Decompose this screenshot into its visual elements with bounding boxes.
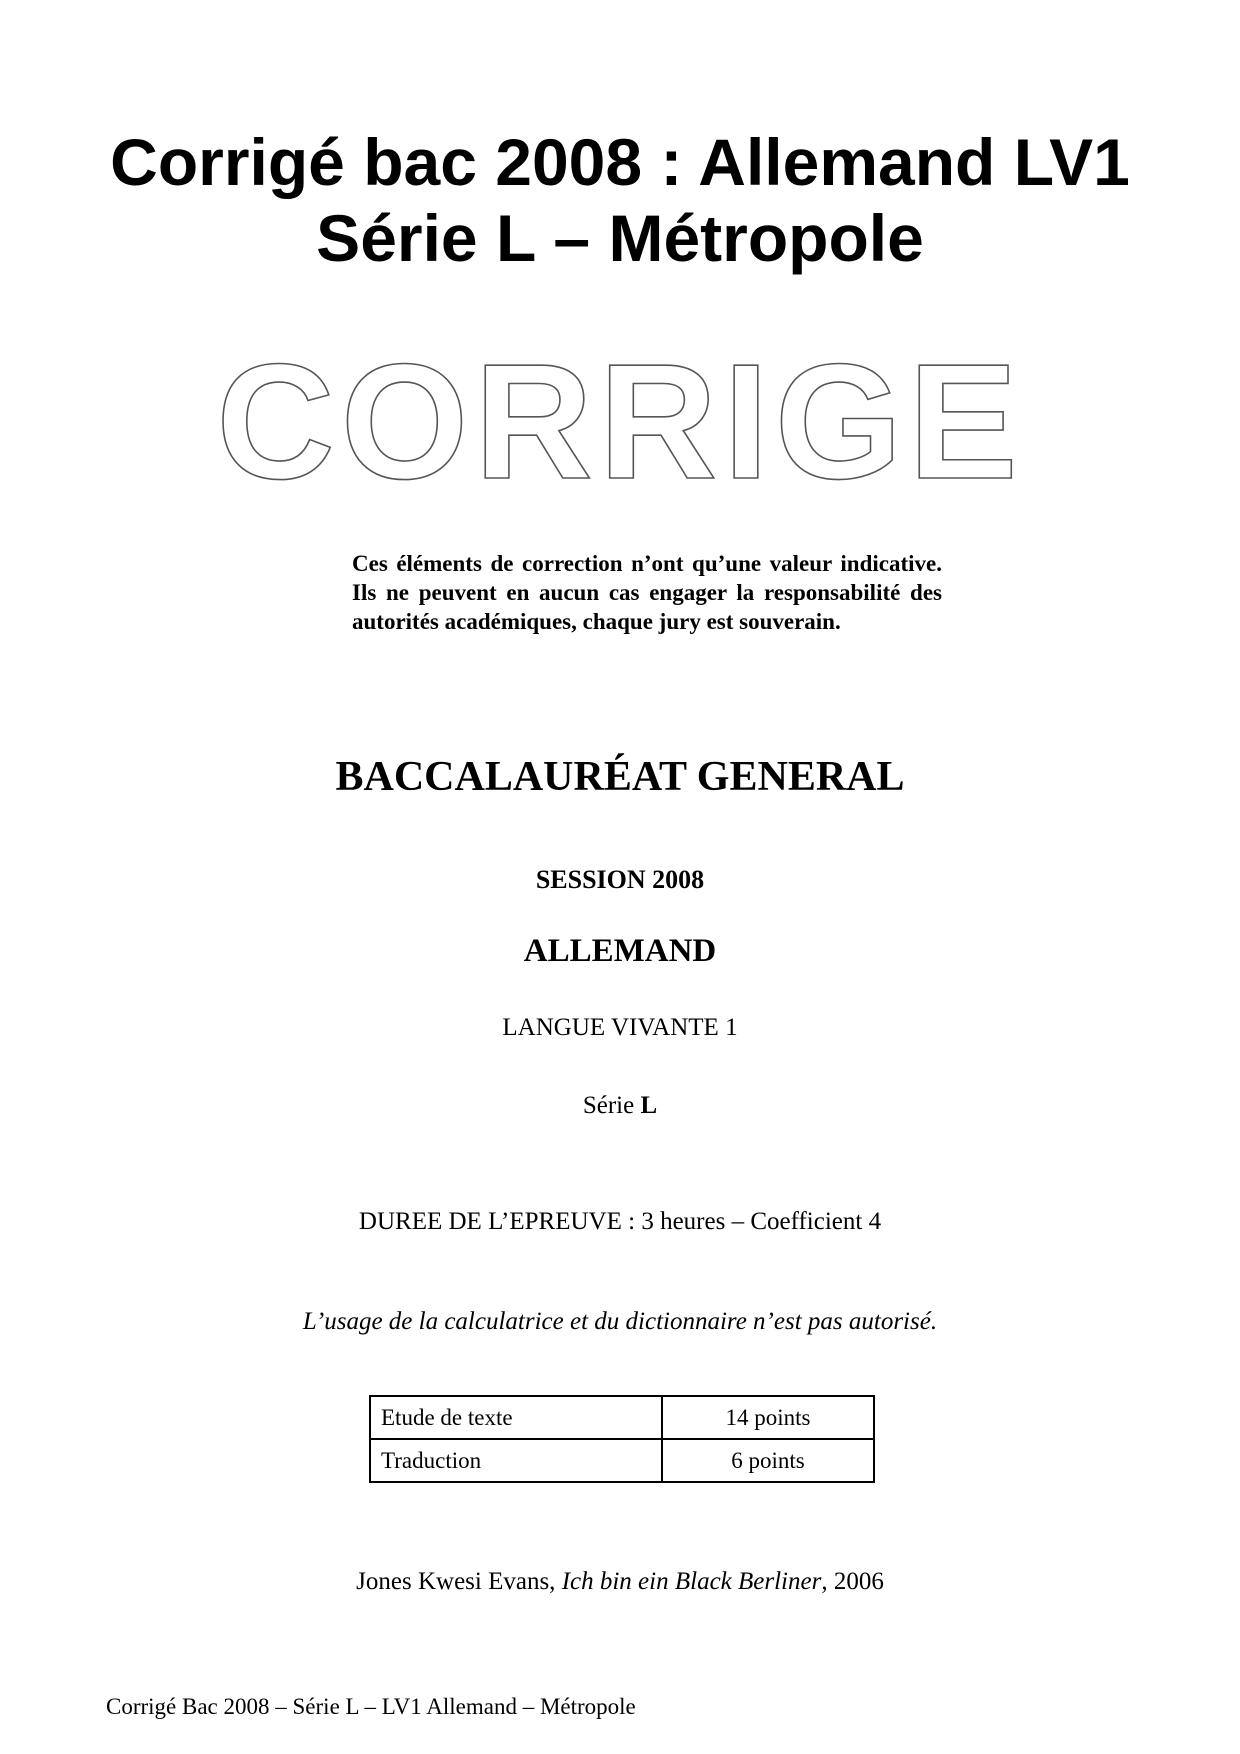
source-year: , 2006 [821, 1568, 884, 1595]
table-row [370, 1396, 874, 1439]
source-work: Ich bin ein Black Berliner [561, 1568, 822, 1595]
table-cell-label: Etude de texte [370, 1396, 662, 1439]
table-row [370, 1439, 874, 1482]
source-author: Jones Kwesi Evans, [356, 1568, 556, 1595]
exam-session: SESSION 2008 [535, 865, 705, 894]
exam-serie-value: L [640, 1092, 658, 1119]
text-source [0, 1566, 1240, 1598]
document-title-line2: Série L – Métropole [316, 201, 924, 275]
exam-serie [0, 1090, 1240, 1122]
table-cell-points: 14 points [662, 1396, 874, 1439]
exam-title: BACCALAURÉAT GENERAL [335, 754, 905, 800]
disclaimer-text: Ces éléments de correction n’ont qu’une valeur indicative. Ils ne peuvent en aucun cas engager la responsabilité des autorités académiques, chaque jury est souverain. [352, 551, 942, 634]
corrige-stamp [0, 352, 1240, 492]
table-cell-label: Traduction [370, 1439, 662, 1482]
exam-subject: ALLEMAND [523, 933, 717, 969]
exam-serie-prefix: Série [582, 1092, 635, 1119]
scoring-table [369, 1395, 875, 1483]
exam-level: LANGUE VIVANTE 1 [502, 1014, 738, 1041]
document-title-line1: Corrigé bac 2008 : Allemand LV1 [110, 125, 1130, 199]
usage-note: L’usage de la calculatrice et du dictionnaire n’est pas autorisé. [302, 1308, 938, 1335]
table-cell-points: 6 points [662, 1439, 874, 1482]
corrige-stamp-text: CORRIGE [216, 352, 1024, 492]
page-footer: Corrigé Bac 2008 – Série L – LV1 Allemand – Métropole [106, 1694, 636, 1719]
exam-duration: DUREE DE L’EPREUVE : 3 heures – Coefficient 4 [358, 1208, 882, 1235]
